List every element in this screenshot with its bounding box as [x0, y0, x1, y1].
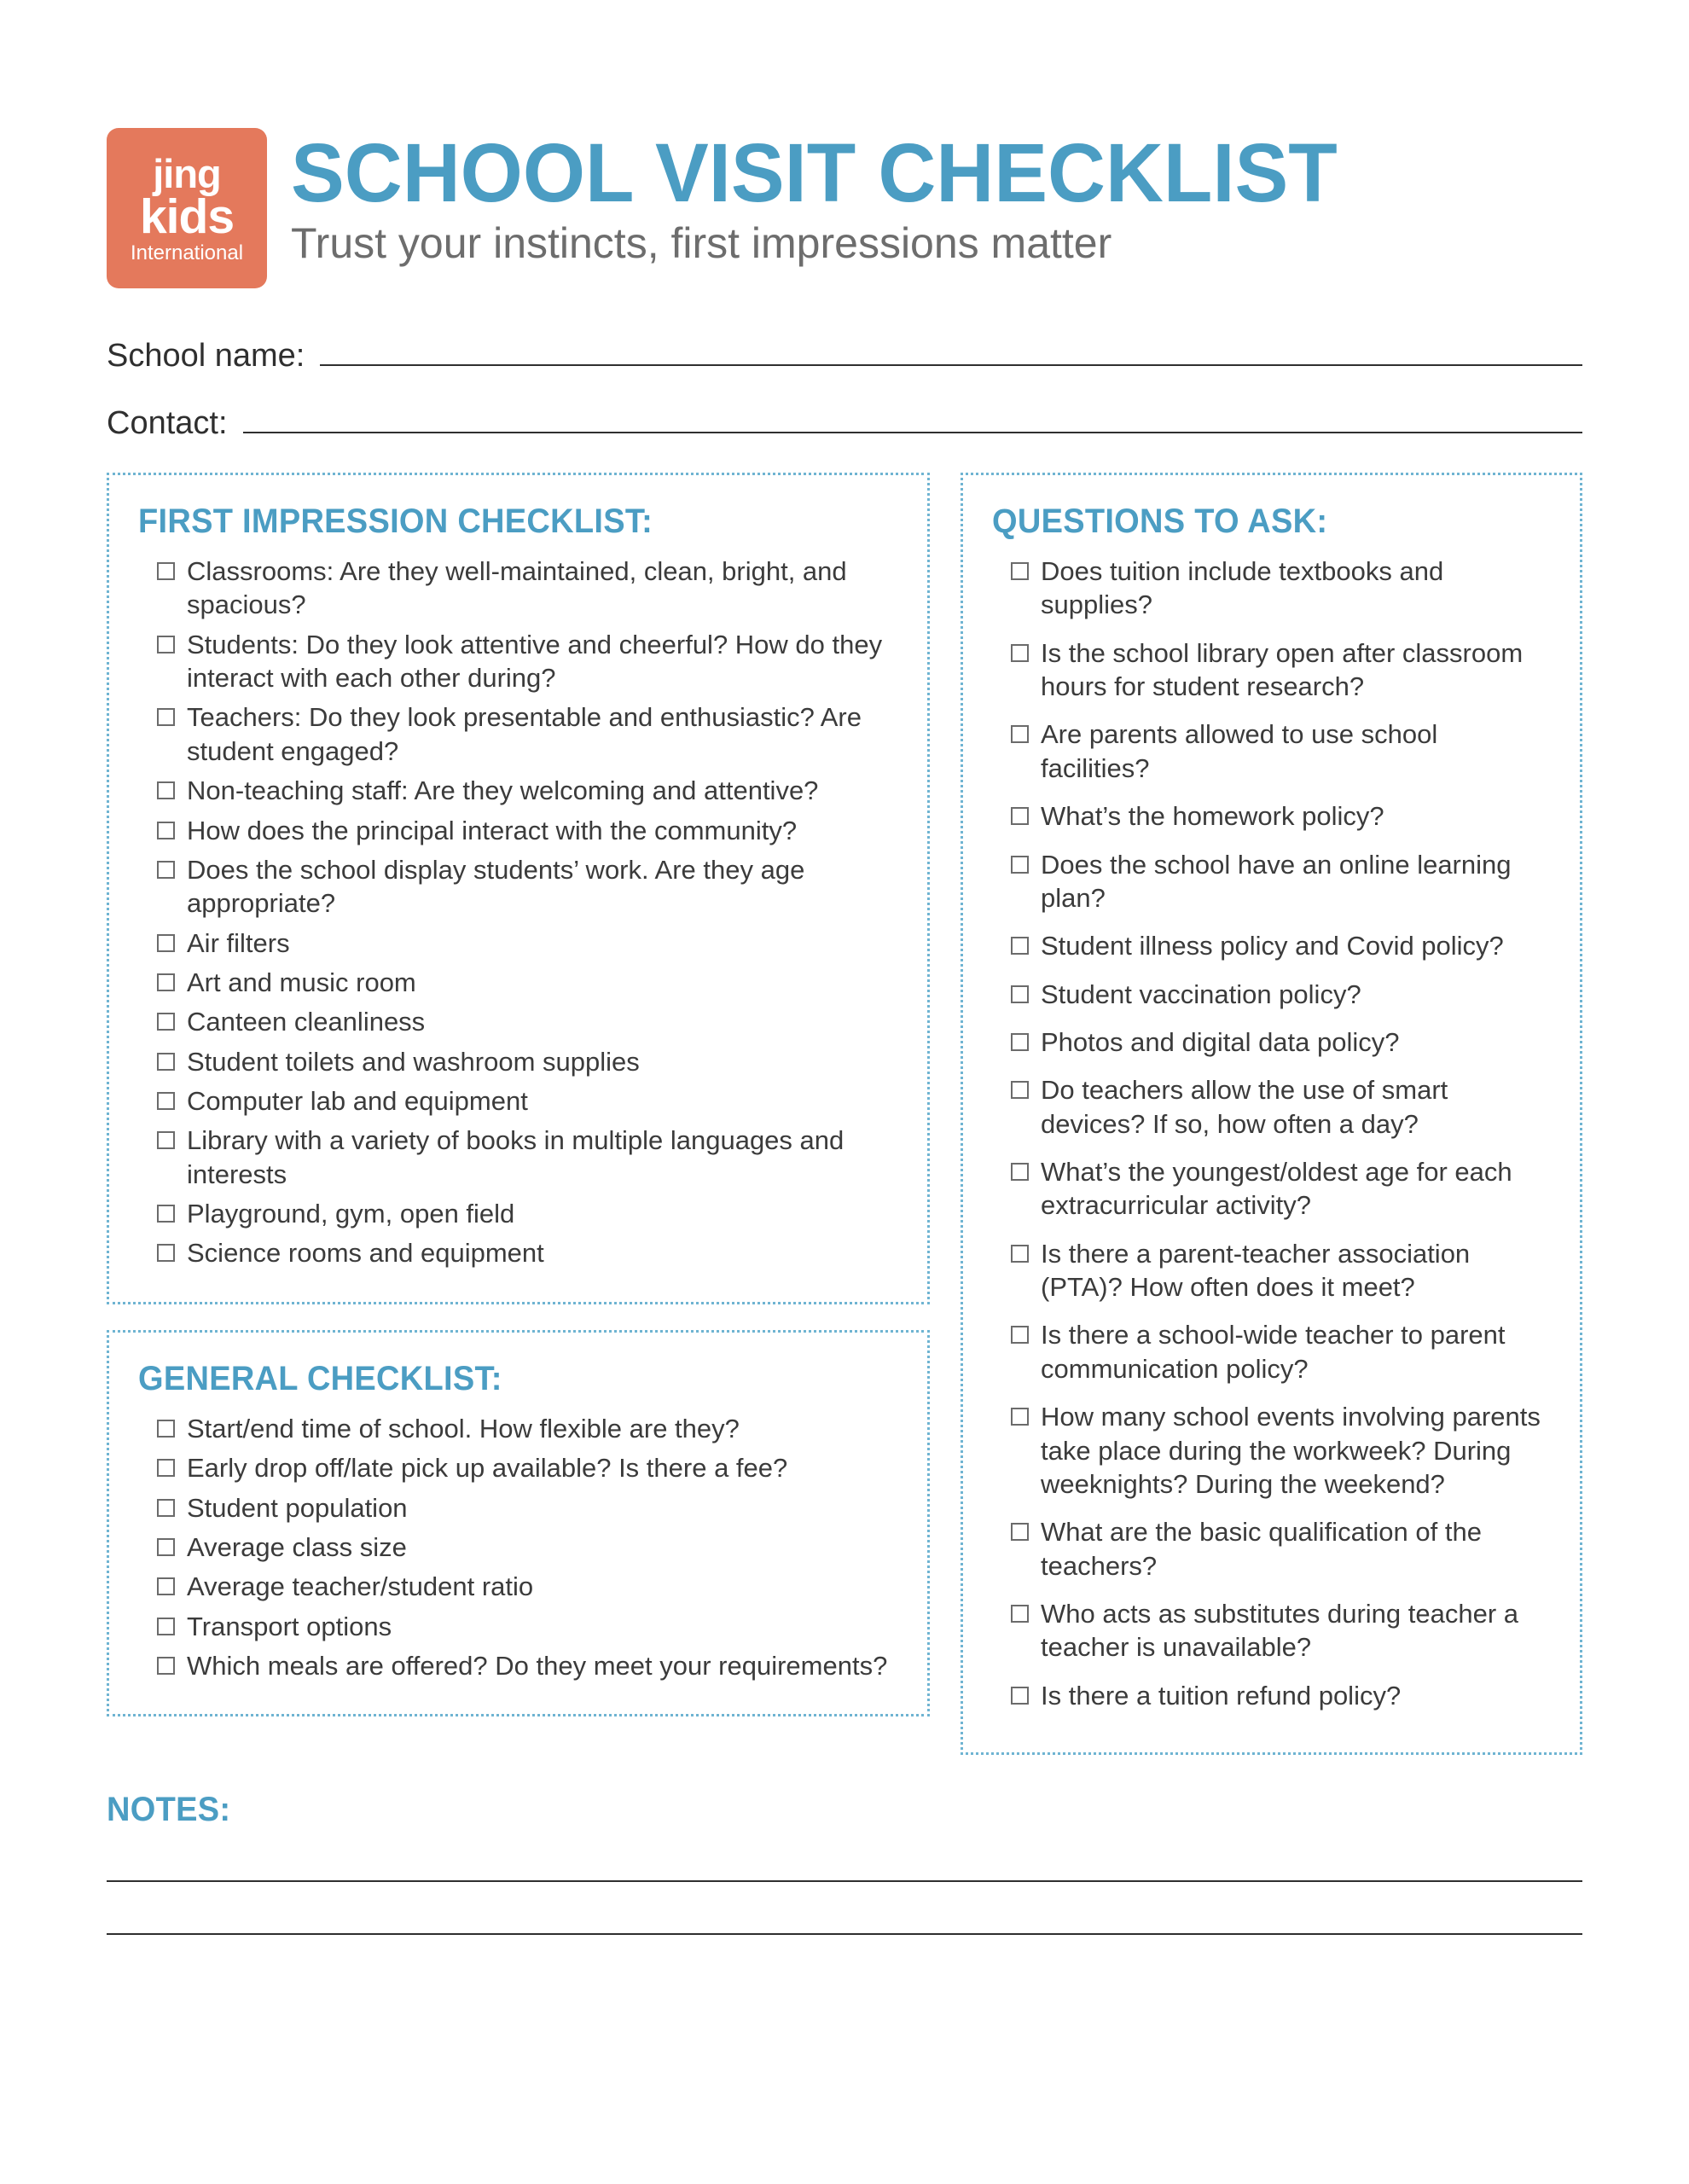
- list-item[interactable]: [138, 1451, 898, 1484]
- contact-input[interactable]: [243, 408, 1582, 433]
- list-item[interactable]: [992, 1073, 1551, 1141]
- checkbox-icon[interactable]: [157, 1618, 175, 1635]
- checklist-columns: [107, 473, 1582, 1755]
- list-item-label: Does the school have an online learning plan?: [1041, 849, 1512, 913]
- notes-title: NOTES:: [107, 1791, 231, 1829]
- list-item-label: Which meals are offered? Do they meet your requirements?: [187, 1650, 888, 1681]
- notes-line-2[interactable]: [107, 1882, 1582, 1935]
- list-item-label: Are parents allowed to use school facilities?: [1041, 719, 1438, 783]
- list-item[interactable]: [992, 1237, 1551, 1304]
- list-item[interactable]: [138, 555, 898, 622]
- list-item[interactable]: [992, 1318, 1551, 1385]
- left-column: [107, 473, 930, 1716]
- list-item-label: Playground, gym, open field: [187, 1199, 515, 1229]
- list-item[interactable]: [138, 774, 898, 807]
- list-item[interactable]: [138, 628, 898, 695]
- list-item[interactable]: [138, 1570, 898, 1603]
- checkbox-icon[interactable]: [1011, 1408, 1029, 1426]
- title-block: [291, 128, 1370, 266]
- list-item[interactable]: [138, 853, 898, 921]
- list-item[interactable]: [992, 1597, 1551, 1664]
- checkbox-icon[interactable]: [1011, 1523, 1029, 1541]
- checkbox-icon[interactable]: [1011, 1245, 1029, 1263]
- school-name-input[interactable]: [320, 340, 1582, 366]
- list-item[interactable]: [138, 1412, 898, 1445]
- first-impression-list: [138, 555, 898, 1270]
- field-school-name: [107, 338, 1582, 375]
- list-item[interactable]: [138, 1610, 898, 1643]
- checkbox-icon[interactable]: [157, 1244, 175, 1262]
- header: [107, 128, 1582, 288]
- checkbox-icon[interactable]: [157, 861, 175, 879]
- checkbox-icon[interactable]: [157, 1013, 175, 1031]
- notes-section: [107, 1791, 1582, 1935]
- list-item[interactable]: [138, 814, 898, 847]
- questions-to-ask-title: QUESTIONS TO ASK:: [992, 502, 1328, 540]
- list-item[interactable]: [992, 1400, 1551, 1501]
- list-item[interactable]: [138, 1197, 898, 1230]
- list-item-label: Average teacher/student ratio: [187, 1571, 534, 1602]
- list-item[interactable]: [138, 700, 898, 768]
- list-item[interactable]: [992, 1025, 1551, 1059]
- list-item[interactable]: [992, 717, 1551, 785]
- list-item-label: Does tuition include textbooks and supplies?: [1041, 556, 1444, 620]
- list-item-label: What’s the homework policy?: [1041, 801, 1384, 832]
- checkbox-icon[interactable]: [157, 1499, 175, 1517]
- checkbox-icon[interactable]: [1011, 1687, 1029, 1705]
- list-item-label: What are the basic qualification of the teachers?: [1041, 1517, 1482, 1581]
- list-item-label: How does the principal interact with the community?: [187, 815, 798, 845]
- general-checklist-list: [138, 1412, 898, 1683]
- checkbox-icon[interactable]: [157, 636, 175, 653]
- checkbox-icon[interactable]: [157, 1459, 175, 1477]
- right-column: [961, 473, 1582, 1755]
- form-fields: [107, 338, 1582, 442]
- list-item[interactable]: [992, 636, 1551, 704]
- list-item-label: Start/end time of school. How flexible are they?: [187, 1413, 740, 1443]
- list-item[interactable]: [138, 1124, 898, 1191]
- questions-to-ask-list: [992, 555, 1551, 1712]
- checkbox-icon[interactable]: [157, 1577, 175, 1595]
- list-item-label: Teachers: Do they look presentable and enthusiastic? Are student engaged?: [187, 702, 862, 766]
- list-item-label: Student toilets and washroom supplies: [187, 1046, 640, 1077]
- list-item[interactable]: [992, 978, 1551, 1011]
- list-item[interactable]: [992, 799, 1551, 833]
- list-item-label: Computer lab and equipment: [187, 1086, 528, 1117]
- first-impression-checklist-box: [107, 473, 930, 1304]
- checkbox-icon[interactable]: [1011, 1081, 1029, 1099]
- checkbox-icon[interactable]: [157, 1657, 175, 1675]
- field-school-name-label: School name:: [107, 338, 305, 374]
- list-item[interactable]: [138, 1531, 898, 1564]
- list-item[interactable]: [138, 1045, 898, 1078]
- list-item[interactable]: [138, 1236, 898, 1269]
- list-item[interactable]: [992, 555, 1551, 622]
- list-item[interactable]: [138, 1649, 898, 1682]
- page-title: SCHOOL VISIT CHECKLIST: [291, 126, 1338, 219]
- list-item-label: Student vaccination policy?: [1041, 979, 1361, 1009]
- list-item-label: Classrooms: Are they well-maintained, clean, bright, and spacious?: [187, 556, 847, 620]
- notes-line-1[interactable]: [107, 1829, 1582, 1882]
- checkbox-icon[interactable]: [1011, 725, 1029, 743]
- list-item[interactable]: [992, 1155, 1551, 1223]
- list-item-label: Student illness policy and Covid policy?: [1041, 931, 1504, 961]
- list-item-label: Early drop off/late pick up available? Is there a fee?: [187, 1453, 788, 1484]
- field-contact: [107, 405, 1582, 442]
- checkbox-icon[interactable]: [1011, 1605, 1029, 1623]
- logo-line-2: kids: [139, 189, 235, 244]
- list-item[interactable]: [138, 1084, 898, 1118]
- checkbox-icon[interactable]: [1011, 856, 1029, 874]
- list-item[interactable]: [992, 1515, 1551, 1583]
- general-checklist-box: [107, 1330, 930, 1717]
- list-item-label: Is there a school-wide teacher to parent communication policy?: [1041, 1320, 1506, 1384]
- checkbox-icon[interactable]: [1011, 1163, 1029, 1181]
- checkbox-icon[interactable]: [157, 781, 175, 799]
- list-item-label: What’s the youngest/oldest age for each extracurricular activity?: [1041, 1157, 1512, 1221]
- field-contact-label: Contact:: [107, 405, 228, 441]
- checkbox-icon[interactable]: [157, 1420, 175, 1438]
- checkbox-icon[interactable]: [1011, 985, 1029, 1003]
- checkbox-icon[interactable]: [157, 1205, 175, 1223]
- list-item-label: Do teachers allow the use of smart devices? If so, how often a day?: [1041, 1075, 1448, 1139]
- checkbox-icon[interactable]: [1011, 562, 1029, 580]
- list-item-label: Average class size: [187, 1531, 407, 1562]
- checkbox-icon[interactable]: [1011, 1033, 1029, 1051]
- jingkids-logo: [107, 128, 267, 288]
- checkbox-icon[interactable]: [157, 1092, 175, 1110]
- checkbox-icon[interactable]: [157, 1538, 175, 1556]
- list-item[interactable]: [992, 1679, 1551, 1712]
- checkbox-icon[interactable]: [157, 1053, 175, 1071]
- list-item[interactable]: [138, 966, 898, 999]
- list-item[interactable]: [138, 1005, 898, 1038]
- checkbox-icon[interactable]: [1011, 807, 1029, 825]
- checkbox-icon[interactable]: [1011, 937, 1029, 955]
- list-item-label: Is the school library open after classroom hours for student research?: [1041, 637, 1524, 702]
- questions-to-ask-box: [961, 473, 1582, 1755]
- first-impression-title: FIRST IMPRESSION CHECKLIST:: [138, 502, 653, 540]
- list-item[interactable]: [992, 929, 1551, 962]
- list-item-label: Who acts as substitutes during teacher a teacher is unavailable?: [1041, 1598, 1519, 1663]
- page-subtitle: Trust your instincts, first impressions matter: [291, 219, 1112, 267]
- checkbox-icon[interactable]: [157, 562, 175, 580]
- list-item-label: Is there a parent-teacher association (PTA)? How often does it meet?: [1041, 1238, 1471, 1303]
- list-item-label: Air filters: [187, 927, 290, 958]
- general-checklist-title: GENERAL CHECKLIST:: [138, 1359, 502, 1397]
- checkbox-icon[interactable]: [1011, 644, 1029, 662]
- checkbox-icon[interactable]: [157, 1131, 175, 1149]
- checkbox-icon[interactable]: [1011, 1326, 1029, 1344]
- list-item-label: Does the school display students’ work. Are they age appropriate?: [187, 854, 805, 919]
- list-item-label: Students: Do they look attentive and cheerful? How do they interact with each other during?: [187, 629, 883, 694]
- logo-line-1: jing: [153, 151, 221, 197]
- list-item-label: Transport options: [187, 1611, 392, 1641]
- list-item-label: Non-teaching staff: Are they welcoming and attentive?: [187, 775, 819, 806]
- list-item-label: Library with a variety of books in multiple languages and interests: [187, 1125, 844, 1189]
- list-item-label: Is there a tuition refund policy?: [1041, 1680, 1402, 1711]
- list-item-label: Science rooms and equipment: [187, 1238, 544, 1269]
- checkbox-icon[interactable]: [157, 708, 175, 726]
- checkbox-icon[interactable]: [157, 973, 175, 991]
- list-item-label: Photos and digital data policy?: [1041, 1026, 1400, 1057]
- logo-line-3: International: [130, 241, 244, 264]
- list-item-label: Student population: [187, 1492, 408, 1523]
- list-item-label: Canteen cleanliness: [187, 1007, 426, 1037]
- list-item[interactable]: [992, 848, 1551, 915]
- list-item[interactable]: [138, 926, 898, 960]
- list-item-label: Art and music room: [187, 967, 416, 997]
- list-item[interactable]: [138, 1491, 898, 1525]
- checkbox-icon[interactable]: [157, 934, 175, 952]
- list-item-label: How many school events involving parents take place during the workweek? During weeknights? During the weekend?: [1041, 1402, 1541, 1499]
- checkbox-icon[interactable]: [157, 822, 175, 839]
